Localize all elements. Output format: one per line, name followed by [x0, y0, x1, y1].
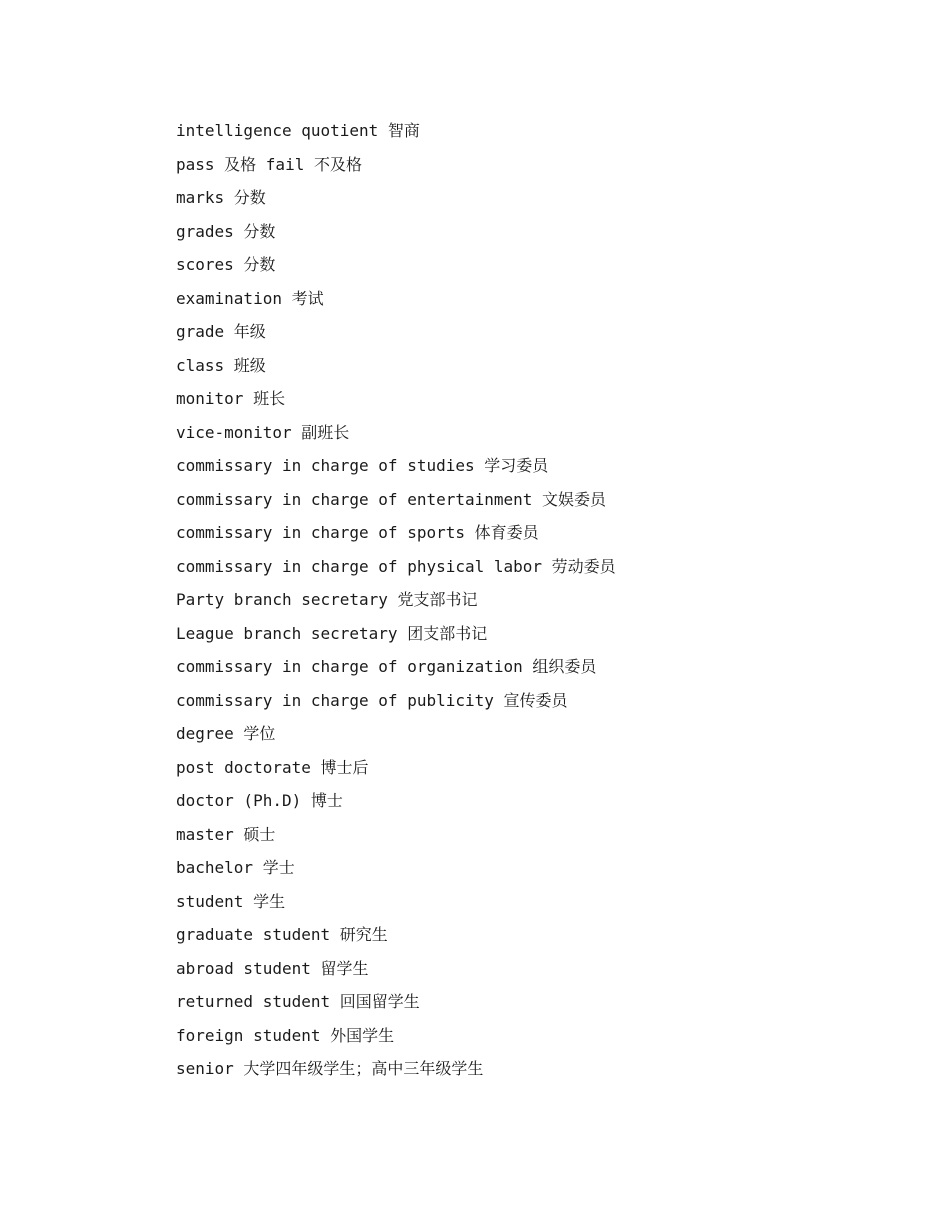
vocab-line: commissary in charge of sports 体育委员: [176, 523, 539, 542]
vocab-line: bachelor 学士: [176, 858, 295, 877]
vocab-line: marks 分数: [176, 188, 266, 207]
vocab-line: master 硕士: [176, 824, 276, 844]
vocab-line: commissary in charge of entertainment 文娱委员: [176, 489, 607, 509]
vocabulary-list: [176, 117, 616, 1089]
vocab-line: graduate student 研究生: [176, 925, 388, 944]
vocab-line: grade 年级: [176, 322, 266, 341]
vocab-line: examination 考试: [176, 288, 324, 308]
vocab-line: senior 大学四年级学生；高中三年级学生: [176, 1059, 484, 1078]
vocab-line: League branch secretary 团支部书记: [176, 623, 488, 643]
vocab-line: monitor 班长: [176, 389, 286, 408]
vocab-line: commissary in charge of studies 学习委员: [176, 456, 549, 475]
vocab-line: returned student 回国留学生: [176, 992, 420, 1011]
vocab-line: Party branch secretary 党支部书记: [176, 590, 478, 609]
vocab-line: foreign student 外国学生: [176, 1025, 395, 1045]
vocab-line: vice-monitor 副班长: [176, 422, 350, 442]
vocab-line: doctor (Ph.D) 博士: [176, 791, 343, 810]
vocab-line: student 学生: [176, 891, 286, 911]
vocab-line: scores 分数: [176, 255, 276, 274]
vocab-line: commissary in charge of physical labor 劳动委员: [176, 556, 616, 576]
vocab-line: grades 分数: [176, 221, 276, 241]
vocab-line: class 班级: [176, 355, 266, 375]
vocab-line: commissary in charge of publicity 宣传委员: [176, 690, 568, 710]
vocab-line: abroad student 留学生: [176, 958, 369, 978]
vocab-line: degree 学位: [176, 724, 276, 743]
vocab-line: pass 及格 fail 不及格: [176, 154, 362, 174]
vocab-line: commissary in charge of organization 组织委员: [176, 657, 597, 676]
vocab-line: post doctorate 博士后: [176, 757, 369, 777]
vocab-line: intelligence quotient 智商: [176, 121, 420, 140]
